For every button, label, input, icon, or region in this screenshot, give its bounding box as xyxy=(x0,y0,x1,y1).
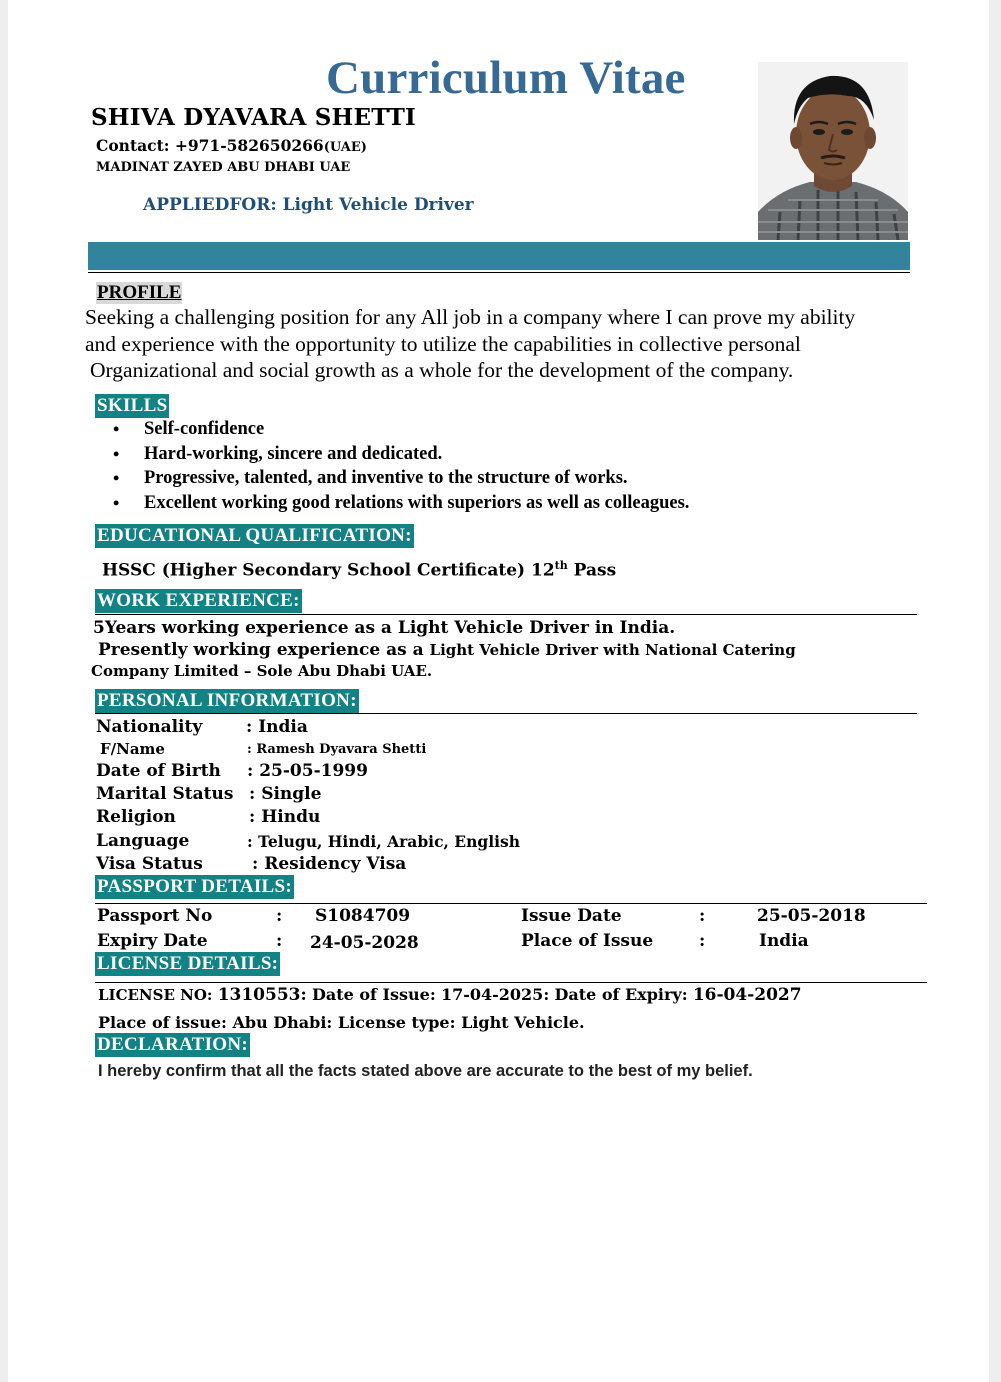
work-heading: WORK EXPERIENCE: xyxy=(97,590,300,611)
row-value: : Telugu, Hindi, Arabic, English xyxy=(247,832,520,851)
license-no-value: 1310553: xyxy=(217,985,307,1005)
work-rule xyxy=(95,614,917,615)
applied-for xyxy=(143,195,474,215)
passport-no-value: S1084709 xyxy=(315,906,411,926)
profile-line-1: Seeking a challenging position for any All job in a company where I can prove my ability xyxy=(85,305,856,329)
work-line-3: Company Limited – Sole Abu Dhabi UAE. xyxy=(91,662,433,680)
passport-expiry-value: 24-05-2028 xyxy=(310,933,419,953)
passport-issue-label: Issue Date xyxy=(521,906,622,926)
profile-photo xyxy=(758,62,908,240)
passport-rule xyxy=(95,903,927,904)
education-heading: EDUCATIONAL QUALIFICATION: xyxy=(97,525,412,546)
license-issue-value: 17-04-2025: xyxy=(440,985,550,1004)
applicant-name: SHIVA DYAVARA SHETTI xyxy=(91,104,416,131)
work-line-2a: Presently working experience as a xyxy=(98,640,430,660)
list-item: • Hard-working, sincere and dedicated. xyxy=(96,442,689,467)
list-item: • Self-confidence xyxy=(96,417,689,442)
row-value: : Single xyxy=(249,784,322,804)
passport-expiry-label: Expiry Date xyxy=(97,931,208,951)
passport-issue-value: 25-05-2018 xyxy=(757,906,866,926)
personal-heading: PERSONAL INFORMATION: xyxy=(97,690,357,711)
education-end: Pass xyxy=(567,560,617,581)
cv-title: Curriculum Vitae xyxy=(326,52,686,104)
education-text: HSSC (Higher Secondary School Certificate) 12 xyxy=(102,560,555,581)
row-label: Visa Status xyxy=(96,854,203,874)
row-value: : 25-05-1999 xyxy=(247,761,368,781)
education-line xyxy=(102,559,616,581)
skills-list xyxy=(96,417,689,515)
work-line-1: 5Years working experience as a Light Vehicle Driver in India. xyxy=(93,618,676,638)
profile-heading: PROFILE xyxy=(97,282,182,303)
row-label: Religion xyxy=(96,807,176,827)
row-label: Date of Birth xyxy=(96,761,221,781)
skills-heading: SKILLS xyxy=(97,395,168,416)
row-value: : Ramesh Dyavara Shetti xyxy=(247,742,427,757)
banner-underline xyxy=(88,272,910,273)
row-label: Language xyxy=(96,831,190,851)
passport-issue-colon: : xyxy=(699,906,706,926)
portrait-image xyxy=(758,62,908,240)
cv-page xyxy=(8,0,989,1382)
passport-place-value: India xyxy=(759,931,809,951)
passport-place-colon: : xyxy=(699,931,706,951)
license-no-label: LICENSE NO: xyxy=(98,986,213,1004)
license-line-1 xyxy=(98,985,802,1005)
passport-no-label: Passport No xyxy=(97,906,213,926)
license-rule xyxy=(95,982,927,983)
applied-label: APPLIEDFOR: xyxy=(143,195,277,215)
license-heading: LICENSE DETAILS: xyxy=(97,953,279,974)
contact-label: Contact: xyxy=(96,136,170,155)
list-item: • Progressive, talented, and inventive to the structure of works. xyxy=(96,466,689,491)
work-line-2 xyxy=(98,640,796,660)
row-value: : Residency Visa xyxy=(252,854,407,874)
license-expiry-value: 16-04-2027 xyxy=(692,985,802,1005)
contact-number: +971-582650266 xyxy=(174,136,324,155)
address: MADINAT ZAYED ABU DHABI UAE xyxy=(96,160,351,175)
license-line-2: Place of issue: Abu Dhabi: License type: Light Vehicle. xyxy=(98,1013,585,1032)
row-value: : India xyxy=(246,717,308,737)
passport-expiry-colon: : xyxy=(276,931,283,951)
license-issue-label: Date of Issue: xyxy=(312,985,436,1004)
applied-value: Light Vehicle Driver xyxy=(282,195,474,215)
declaration-text: I hereby confirm that all the facts stated above are accurate to the best of my belief. xyxy=(98,1062,753,1080)
list-item: • Excellent working good relations with superiors as well as colleagues. xyxy=(96,491,689,516)
passport-place-label: Place of Issue xyxy=(521,931,654,951)
contact-line xyxy=(96,136,367,155)
contact-country: (UAE) xyxy=(323,140,367,155)
row-value: : Hindu xyxy=(249,807,321,827)
profile-line-2: and experience with the opportunity to utilize the capabilities in collective personal xyxy=(85,332,801,356)
declaration-heading: DECLARATION: xyxy=(97,1034,249,1055)
header-banner xyxy=(88,242,910,270)
row-label: F/Name xyxy=(100,740,165,758)
personal-rule xyxy=(95,713,917,714)
work-line-2b: Light Vehicle Driver with National Catering xyxy=(429,641,796,659)
row-label: Nationality xyxy=(96,717,203,737)
passport-heading: PASSPORT DETAILS: xyxy=(97,876,293,897)
passport-no-colon: : xyxy=(276,906,283,926)
row-label: Marital Status xyxy=(96,784,234,804)
profile-line-3: Organizational and social growth as a whole for the development of the company. xyxy=(90,358,794,382)
license-expiry-label: Date of Expiry: xyxy=(554,985,688,1004)
education-sup: th xyxy=(554,559,568,572)
